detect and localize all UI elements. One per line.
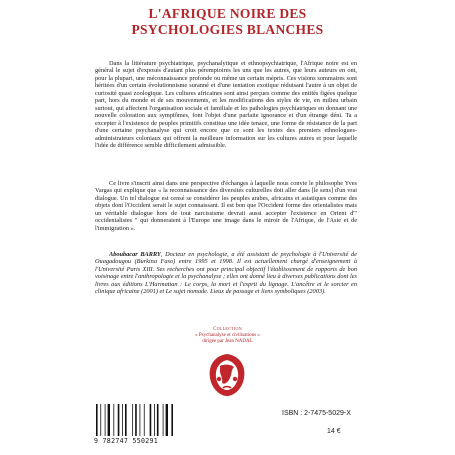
publisher-logo-icon (206, 352, 248, 398)
isbn-number: ISBN : 2-7475-5029-X (282, 410, 351, 417)
author-biography (95, 251, 357, 296)
author-bio-text: , Docteur en psychologie, a été assistant de psychologie à l'Université de Ouagadougou (Burkina Faso) entre 1995 et 1998. Il est actuellement chargé d'enseignement à l'Université Paris XIII. Ses recherches ont pour principal objectif l'établissement de rapports de bon voisinage entre l'anthropologie et la psychanalyse ; elles ont donné lieu à diverses publications dont les livres aux éditions L'Harmattan : Le corps, la mort et l'esprit du lignage. L'ancêtre et le sorcier en clinique africaine (2001) et Le sujet nomade. Lieux de passage et liens symboliques (2003). (95, 251, 357, 296)
price-label: 14 € (327, 428, 341, 435)
blurb-paragraph-2 (95, 180, 357, 232)
barcode-digits: 9 782747 550291 (94, 437, 159, 445)
title-line-1: L'AFRIQUE NOIRE DES (148, 6, 307, 21)
collection-director: dirigée par Jean NADAL (202, 339, 253, 345)
title-line-2: PSYCHOLOGIES BLANCHES (131, 22, 324, 37)
author-name: Aboubacar BARRY (109, 251, 161, 258)
collection-name: « Psychanalyse et civilisations » (195, 333, 260, 339)
barcode (94, 403, 176, 437)
collection-info (150, 327, 305, 346)
blurb-paragraph-1 (95, 60, 357, 149)
collection-label: Collection (213, 327, 242, 332)
book-title (0, 6, 455, 38)
blurb-paragraph-1-text: Dans la littérature psychiatrique, psychanalytique et ethnopsychiatrique, l'Afrique noire est en général le sujet d'exposés d'autant plus péremptoires les uns que les autres, que leurs auteurs en ont, pour la plupart, une méconnaissance profonde ou même un certain mépris. Ces visions sommaires sont héritées d'un certain évolutionnisme suranné et d'une tentation exotique réduisant l'autre à un objet de curiosité quasi zoologique. Les cultures africaines sont ainsi perçues comme des entités figées quelque part, hors du monde et de ses mouvements, et les modifications des styles de vie, en milieu urbain surtout, qui affectent l'organisation sociale et familiale et les pathologies psychiatriques en donnant une nouvelle coloration aux symptômes, font l'objet d'une parfaite ignorance et d'un étrange déni. Ta a excepter à l'existence de peuples primitifs constitue une idée tenace, une forme de résistance de la part d'une certaine psychanalyse qui croit encore que ce sont les textes des premiers ethnologues-administrateurs coloniaux qui offrent la meilleure information sur les cultures autres et pour laquelle l'idée de différence semble difficilement admissible. (95, 60, 357, 149)
blurb-paragraph-2-text: Ce livre s'inscrit ainsi dans une perspective d'échanges à laquelle nous convie le philosophe Yves Vargas qui explique que « la reconnaissance des diversités culturelles doit aller dans [le sens] d'un vrai dialogue. Un tel dialogue est censé se considérer les peuples arabes, africains et asiatiques comme des objets dont l'Occident serait le sujet connaissant. Il est bon que l'Occident forme des orientalistes mais un véritable dialogue hors de tout narcissisme devrait aussi accepter l'existence en Orient d'" occidentalistes " qui donneraient à l'Europe une image dans le miroir de l'Afrique, de l'Asie et de l'immigration ». (95, 180, 357, 232)
